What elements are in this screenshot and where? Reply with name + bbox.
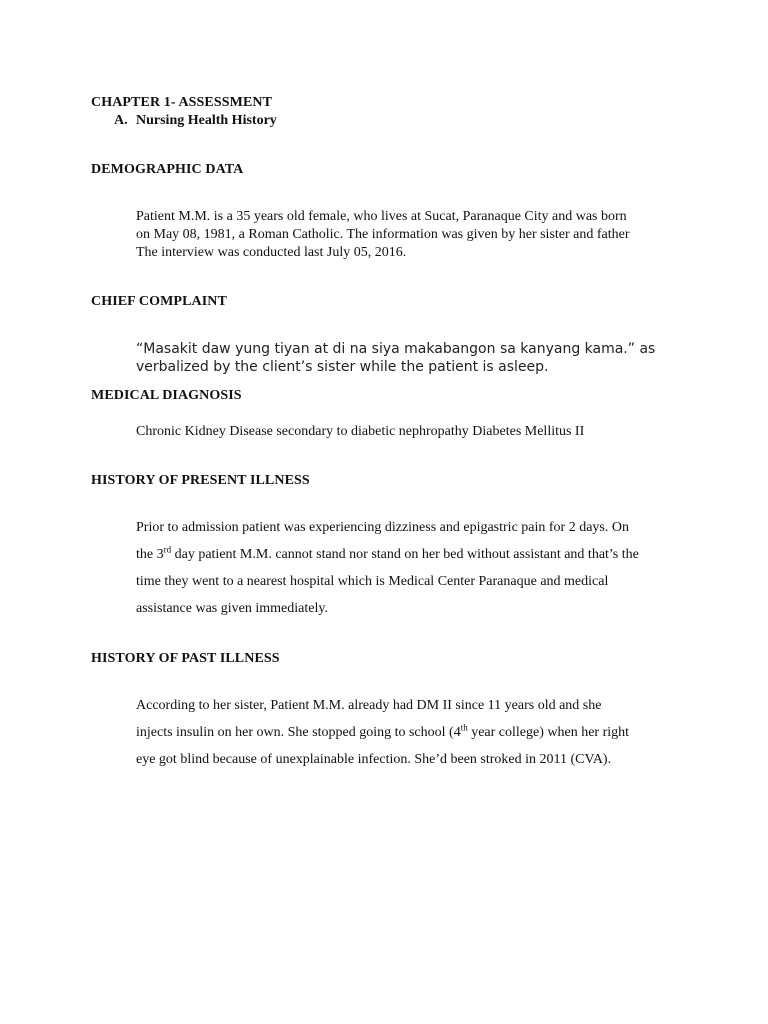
present-illness-line: Prior to admission patient was experiencing dizziness and epigastric pain for 2 days. On	[136, 520, 629, 535]
medical-diagnosis-heading: MEDICAL DIAGNOSIS	[91, 388, 242, 403]
present-illness-line: time they went to a nearest hospital which is Medical Center Paranaque and medical	[136, 574, 609, 589]
medical-diagnosis-paragraph	[136, 423, 696, 441]
past-illness-heading: HISTORY OF PAST ILLNESS	[91, 651, 280, 666]
subsection-marker: A.	[114, 113, 128, 128]
ordinal-superscript: th	[460, 722, 468, 733]
present-illness-paragraph	[136, 514, 696, 622]
present-illness-line	[136, 541, 696, 568]
chief-complaint-line: “Masakit daw yung tiyan at di na siya makabangon sa kanyang kama.” as	[136, 341, 656, 357]
chief-complaint-line: verbalized by the client’s sister while the patient is asleep.	[136, 359, 549, 375]
demographic-heading: DEMOGRAPHIC DATA	[91, 162, 244, 177]
subsection-label: Nursing Health History	[136, 113, 277, 128]
chief-complaint-heading: CHIEF COMPLAINT	[91, 294, 227, 309]
demographic-paragraph	[136, 208, 696, 262]
medical-diagnosis-text: Chronic Kidney Disease secondary to diabetic nephropathy Diabetes Mellitus II	[136, 424, 585, 439]
past-illness-paragraph	[136, 692, 696, 773]
subsection-title	[114, 112, 277, 130]
chief-complaint-paragraph	[136, 340, 716, 376]
past-illness-line: eye got blind because of unexplainable infection. She’d been stroked in 2011 (CVA).	[136, 752, 612, 767]
present-illness-heading: HISTORY OF PRESENT ILLNESS	[91, 473, 310, 488]
past-illness-line-part: year college) when her right	[467, 725, 630, 740]
chapter-title: CHAPTER 1- ASSESSMENT	[91, 95, 273, 110]
past-illness-line-part: injects insulin on her own. She stopped going to school (4	[136, 725, 461, 740]
demographic-line: The interview was conducted last July 05, 2016.	[136, 245, 407, 260]
demographic-line: on May 08, 1981, a Roman Catholic. The information was given by her sister and father	[136, 227, 630, 242]
ordinal-superscript: rd	[163, 544, 172, 555]
present-illness-line: assistance was given immediately.	[136, 601, 328, 616]
past-illness-line	[136, 719, 696, 746]
present-illness-line-part: day patient M.M. cannot stand nor stand on her bed without assistant and that’s the	[171, 547, 639, 562]
demographic-line: Patient M.M. is a 35 years old female, who lives at Sucat, Paranaque City and was born	[136, 209, 627, 224]
past-illness-line: According to her sister, Patient M.M. already had DM II since 11 years old and she	[136, 698, 602, 713]
present-illness-line-part: the 3	[136, 547, 164, 562]
